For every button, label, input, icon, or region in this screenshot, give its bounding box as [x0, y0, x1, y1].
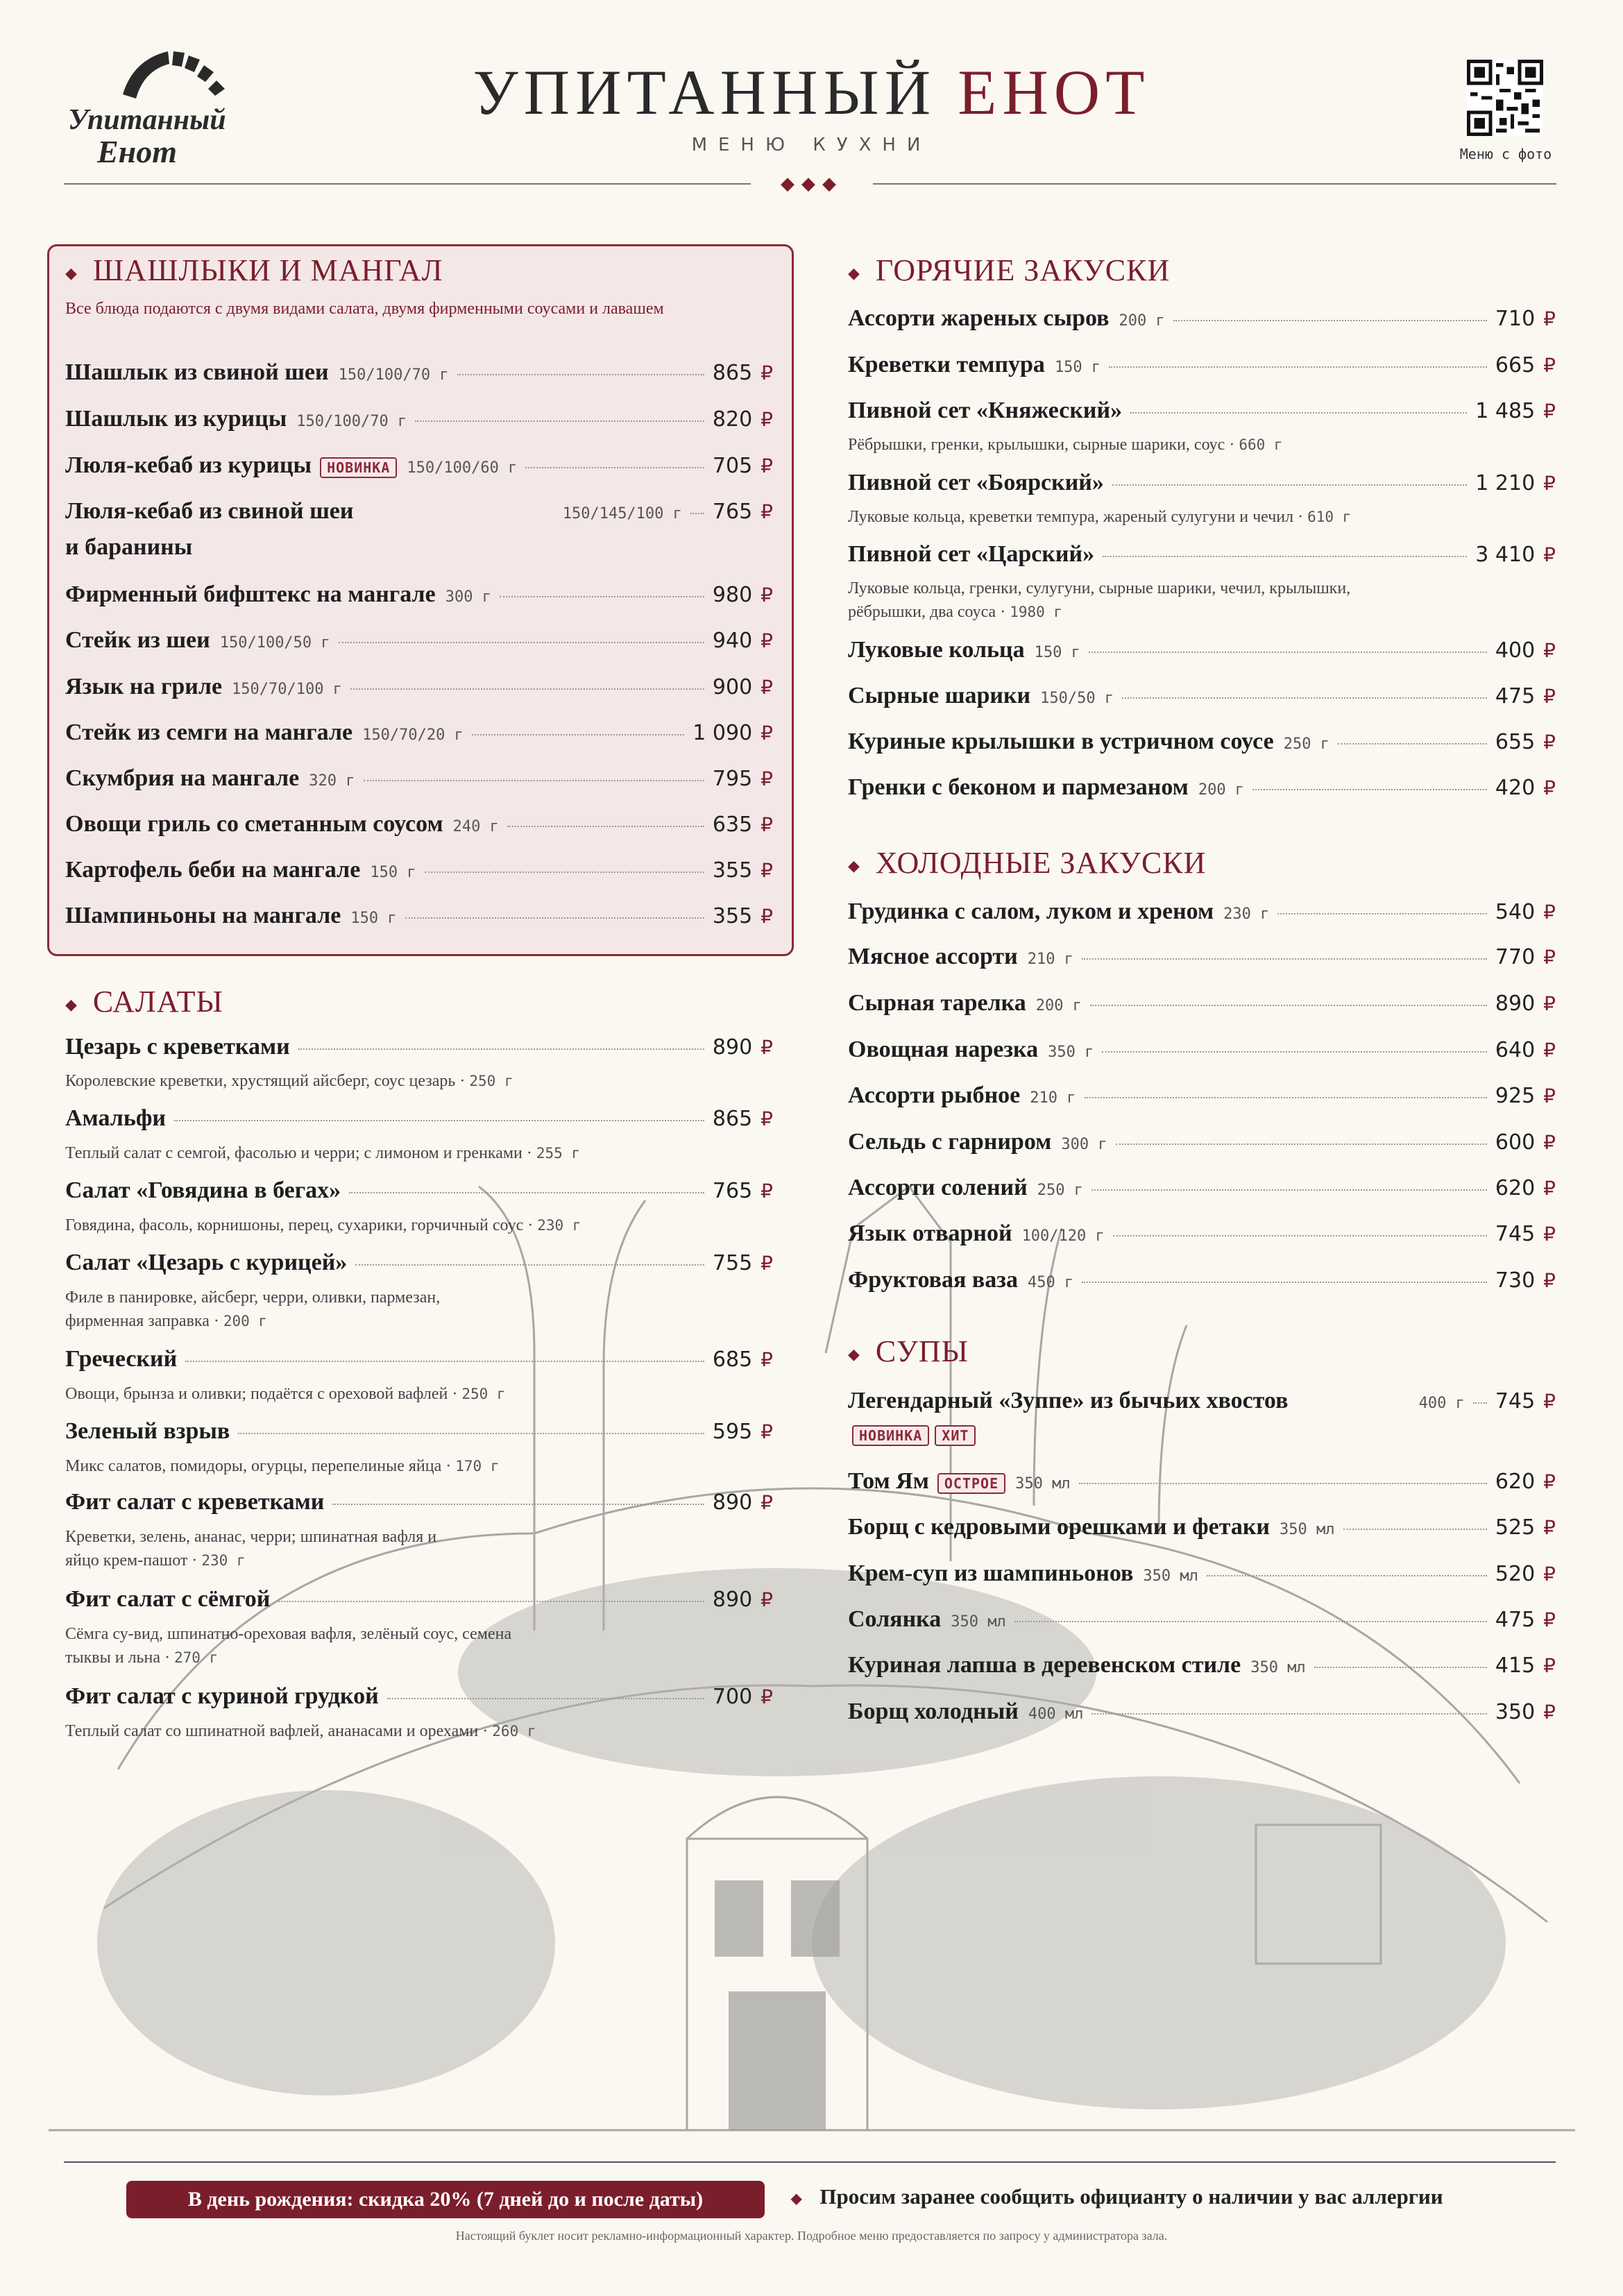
menu-item: Сельдь с гарниром 300 г 600 ₽	[848, 1129, 1556, 1155]
menu-item: Картофель беби на мангале 150 г 355 ₽	[65, 857, 773, 883]
item-description: Луковые кольца, гренки, сулугуни, сырные шарики, чечил, крылышки, рёбрышки, два соуса · 1980 г	[848, 579, 1351, 621]
menu-item: Куриная лапша в деревенском стиле 350 мл 415 ₽	[848, 1652, 1556, 1678]
menu-item: Скумбрия на мангале 320 г 795 ₽	[65, 765, 773, 791]
menu-item: Борщ холодный 400 мл 350 ₽	[848, 1699, 1556, 1724]
item-description: Говядина, фасоль, корнишоны, перец, сухарики, горчичный соус · 230 г	[65, 1216, 581, 1234]
menu-item: Фит салат с креветками 890 ₽	[65, 1489, 773, 1515]
menu-item: Куриные крылышки в устричном соусе 250 г 655 ₽	[848, 729, 1556, 754]
menu-item: Фит салат с сёмгой 890 ₽	[65, 1586, 773, 1612]
menu-item: Том Ям ОСТРОЕ 350 мл 620 ₽	[848, 1468, 1556, 1494]
menu-item: Креветки темпура 150 г 665 ₽	[848, 352, 1556, 377]
menu-item: Салат «Цезарь с курицей» 755 ₽	[65, 1250, 773, 1275]
menu-item: Стейк из семги на мангале 150/70/20 г 1 090 ₽	[65, 720, 773, 745]
menu-item: Салат «Говядина в бегах» 765 ₽	[65, 1177, 773, 1203]
menu-item: Люля-кебаб из свиной шеи 150/145/100 г 765 ₽	[65, 498, 773, 524]
menu-item: Сырная тарелка 200 г 890 ₽	[848, 990, 1556, 1016]
menu-item: Легендарный «Зуппе» из бычьих хвостов 400 г 745 ₽	[848, 1388, 1556, 1413]
menu-item-continued: и баранины	[65, 534, 193, 560]
section-title-shashlik: ◆ ШАШЛЫКИ И МАНГАЛ	[65, 253, 443, 287]
new-badge: НОВИНКА	[320, 457, 397, 478]
menu-item: Ассорти жареных сыров 200 г 710 ₽	[848, 305, 1556, 331]
menu-item: Стейк из шеи 150/100/50 г 940 ₽	[65, 627, 773, 653]
menu-item: Амальфи 865 ₽	[65, 1105, 773, 1131]
menu-item: Шашлык из курицы 150/100/70 г 820 ₽	[65, 406, 773, 432]
header-divider-right	[873, 183, 1556, 185]
item-description: Рёбрышки, гренки, крылышки, сырные шарики, соус · 660 г	[848, 436, 1283, 454]
menu-item: Пивной сет «Княжеский» 1 485 ₽	[848, 398, 1556, 423]
page-title: УПИТАННЫЙ ЕНОТ	[473, 57, 1150, 128]
footer-divider	[64, 2161, 1556, 2163]
item-description: Королевские креветки, хрустящий айсберг, соус цезарь · 250 г	[65, 1072, 513, 1090]
item-description: Микс салатов, помидоры, огурцы, перепелиные яйца · 170 г	[65, 1457, 500, 1475]
menu-item: Сырные шарики 150/50 г 475 ₽	[848, 683, 1556, 708]
item-description: Теплый салат со шпинатной вафлей, ананасами и орехами · 260 г	[65, 1722, 536, 1740]
qr-code-icon[interactable]	[1467, 60, 1543, 136]
menu-item: Борщ с кедровыми орешками и фетаки 350 мл 525 ₽	[848, 1514, 1556, 1540]
disclaimer: Настоящий буклет носит рекламно-информационный характер. Подробное меню предоставляется по запросу у администратора зала.	[455, 2229, 1168, 2243]
menu-item: Мясное ассорти 210 г 770 ₽	[848, 944, 1556, 969]
menu-item: Луковые кольца 150 г 400 ₽	[848, 637, 1556, 663]
menu-item: Пивной сет «Царский» 3 410 ₽	[848, 541, 1556, 567]
menu-item: Овощная нарезка 350 г 640 ₽	[848, 1037, 1556, 1062]
menu-item: Ассорти рыбное 210 г 925 ₽	[848, 1082, 1556, 1108]
section-title-hot: ◆ ГОРЯЧИЕ ЗАКУСКИ	[848, 253, 1171, 287]
birthday-banner: В день рождения: скидка 20% (7 дней до и после даты)	[126, 2181, 765, 2218]
menu-item: Язык отварной 100/120 г 745 ₽	[848, 1221, 1556, 1246]
item-description: Сёмга су-вид, шпинатно-ореховая вафля, зелёный соус, семена тыквы и льна · 270 г	[65, 1625, 512, 1667]
menu-item: Шампиньоны на мангале 150 г 355 ₽	[65, 903, 773, 928]
menu-item: Грудинка с салом, луком и хреном 230 г 540 ₽	[848, 899, 1556, 924]
menu-item: Солянка 350 мл 475 ₽	[848, 1606, 1556, 1632]
menu-item: Греческий 685 ₽	[65, 1346, 773, 1372]
header-divider-left	[64, 183, 751, 185]
menu-item: Пивной сет «Боярский» 1 210 ₽	[848, 470, 1556, 495]
new-badge: НОВИНКА	[852, 1425, 929, 1446]
logo-text-2: Енот	[97, 134, 177, 169]
spicy-badge: ОСТРОЕ	[937, 1473, 1005, 1494]
soup-badges	[852, 1425, 981, 1446]
menu-item: Фруктовая ваза 450 г 730 ₽	[848, 1267, 1556, 1293]
menu-item: Гренки с беконом и пармезаном 200 г 420 ₽	[848, 774, 1556, 800]
section-title-soups: ◆ СУПЫ	[848, 1334, 969, 1368]
item-description: Теплый салат с семгой, фасолью и черри; с лимоном и гренками · 255 г	[65, 1144, 581, 1162]
allergy-notice: ◆ Просим заранее сообщить официанту о наличии у вас аллергии	[791, 2184, 1443, 2209]
menu-item: Овощи гриль со сметанным соусом 240 г 635 ₽	[65, 811, 773, 837]
divider-diamonds: ◆◆◆	[781, 173, 843, 194]
shashlik-note: Все блюда подаются с двумя видами салата, двумя фирменными соусами и лавашем	[65, 300, 664, 318]
menu-item: Фит салат с куриной грудкой 700 ₽	[65, 1683, 773, 1709]
menu-item: Фирменный бифштекс на мангале 300 г 980 ₽	[65, 581, 773, 607]
item-description: Луковые кольца, креветки темпура, жареный сулугуни и чечил · 610 г	[848, 508, 1352, 526]
section-title-cold: ◆ ХОЛОДНЫЕ ЗАКУСКИ	[848, 846, 1207, 880]
menu-item: Язык на гриле 150/70/100 г 900 ₽	[65, 674, 773, 699]
menu-item: Крем-суп из шампиньонов 350 мл 520 ₽	[848, 1561, 1556, 1586]
menu-item: Люля-кебаб из курицы НОВИНКА 150/100/60 г 705 ₽	[65, 452, 773, 478]
menu-item: Цезарь с креветками 890 ₽	[65, 1034, 773, 1060]
hit-badge: ХИТ	[935, 1425, 976, 1446]
menu-item: Шашлык из свиной шеи 150/100/70 г 865 ₽	[65, 359, 773, 385]
logo-text-1: Упитанный	[68, 104, 226, 136]
qr-caption: Меню с фото	[1459, 146, 1552, 162]
item-description: Филе в панировке, айсберг, черри, оливки, пармезан, фирменная заправка · 200 г	[65, 1289, 441, 1330]
item-description: Креветки, зелень, ананас, черри; шпинатная вафля и яйцо крем-пашот · 230 г	[65, 1528, 437, 1570]
page-subtitle: МЕНЮ КУХНИ	[691, 135, 932, 155]
menu-item: Зеленый взрыв 595 ₽	[65, 1418, 773, 1444]
menu-item: Ассорти солений 250 г 620 ₽	[848, 1175, 1556, 1200]
section-title-salads: ◆ САЛАТЫ	[65, 985, 223, 1019]
item-description: Овощи, брынза и оливки; подаётся с ореховой вафлей · 250 г	[65, 1385, 506, 1403]
